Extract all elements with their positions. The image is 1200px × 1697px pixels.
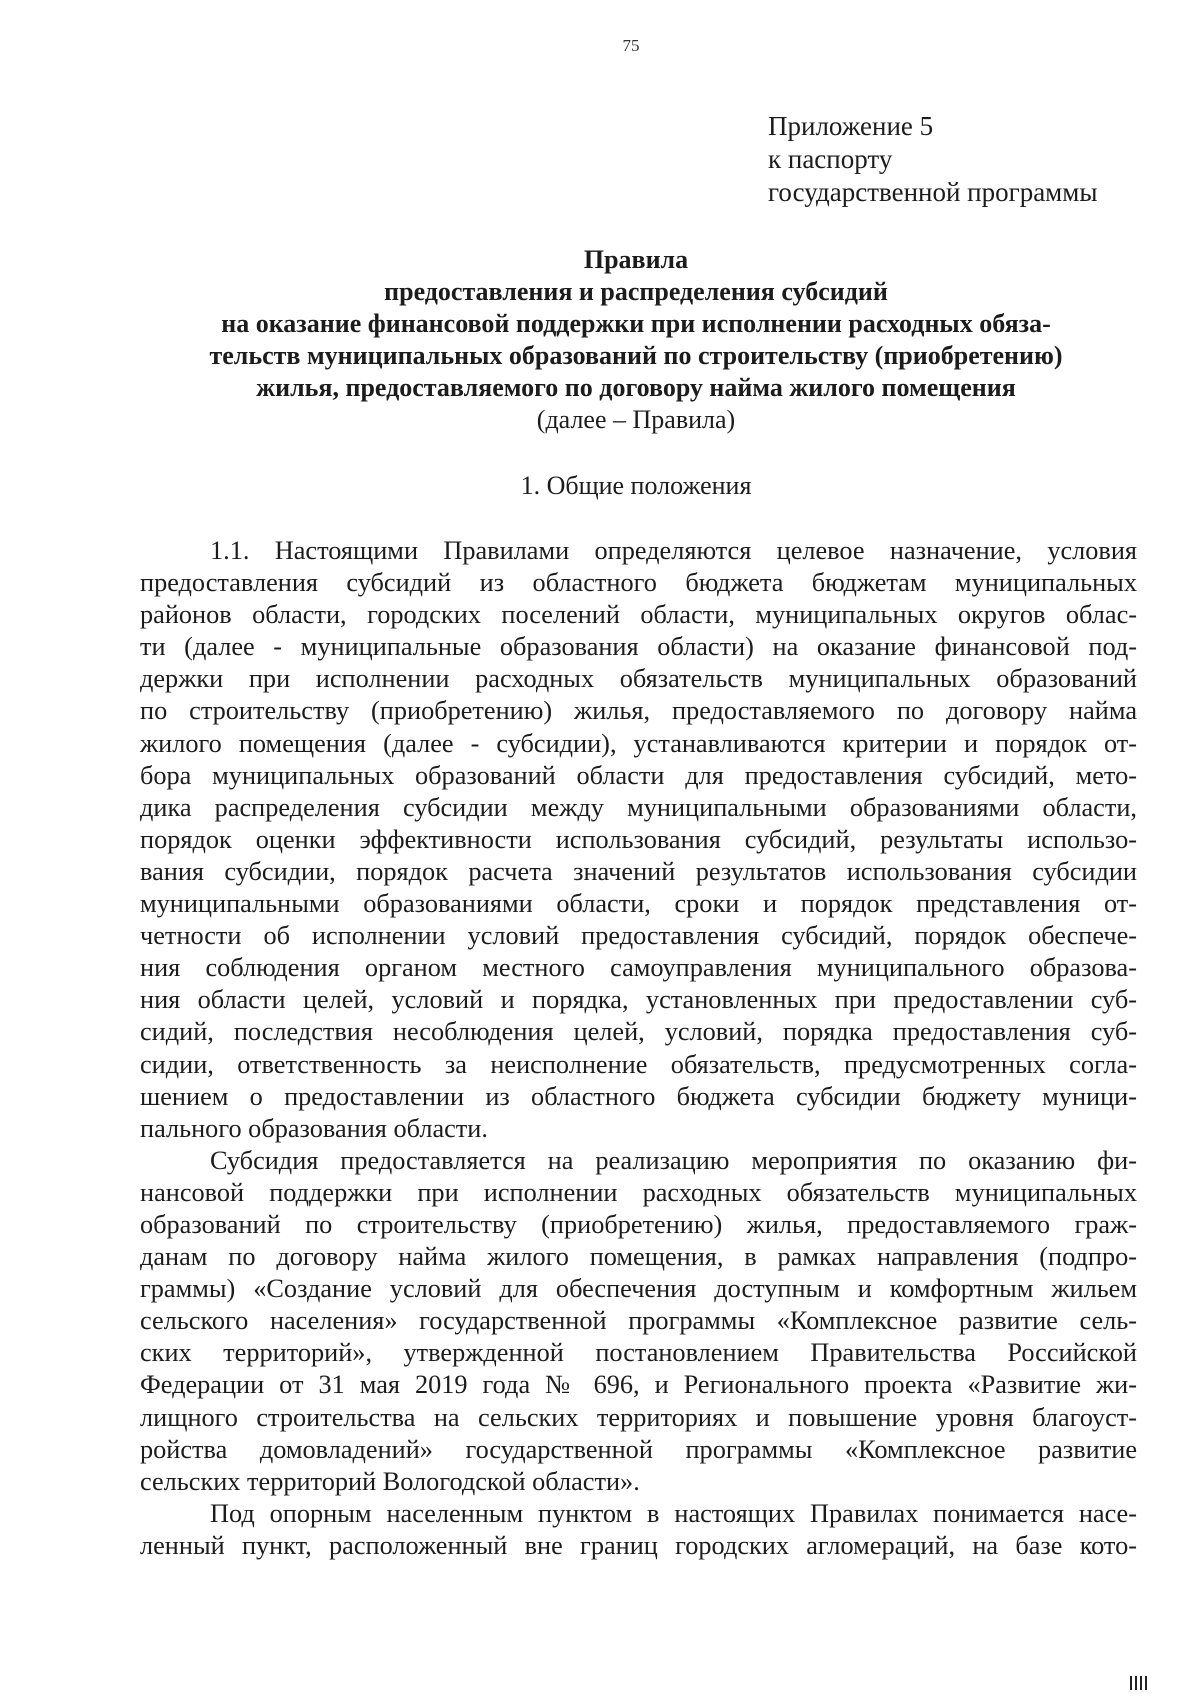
text-line: держки при исполнении расходных обязательств муниципальных образований [140, 664, 1137, 694]
text-line: сидии, ответственность за неисполнение обязательств, предусмотренных согла- [140, 1049, 1137, 1079]
text-line: ния области целей, условий и порядка, установленных при предоставлении суб- [140, 985, 1137, 1015]
document-title [140, 244, 1132, 436]
paragraph [140, 1145, 1137, 1498]
text-line: четности об исполнении условий предоставления субсидий, порядок обеспече- [140, 921, 1137, 951]
appendix-line: Приложение 5 [768, 111, 934, 141]
text-line: образований по строительству (приобретению) жилья, предоставляемого граж- [140, 1209, 1137, 1239]
scan-edge-marks [1130, 1676, 1150, 1695]
text-line: муниципальными образованиями области, сроки и порядок представления от- [140, 889, 1137, 919]
text-line: ти (далее - муниципальные образования области) на оказание финансовой под- [140, 632, 1137, 662]
text-line: данам по договору найма жилого помещения, в рамках направления (подпро- [140, 1242, 1137, 1272]
page-number: 75 [622, 36, 640, 55]
appendix-line: государственной программы [768, 177, 1098, 207]
text-line: ния соблюдения органом местного самоуправления муниципального образова- [140, 953, 1137, 983]
text-line: шением о предоставлении из областного бюджета субсидии бюджету муници- [140, 1081, 1137, 1111]
text-line: Под опорным населенным пунктом в настоящих Правилах понимается насе- [210, 1498, 1137, 1528]
title-line: предоставления и распределения субсидий [384, 277, 888, 306]
title-line: жилья, предоставляемого по договору найма жилого помещения [256, 373, 1016, 402]
scan-mark [1135, 1676, 1137, 1690]
title-subtitle: (далее – Правила) [536, 405, 736, 434]
text-line: ских территорий», утвержденной постановлением Правительства Российской [140, 1338, 1137, 1368]
text-line: сельских территорий Вологодской области». [140, 1466, 640, 1496]
text-line: порядок оценки эффективности использования субсидий, результаты использо- [140, 824, 1137, 854]
title-line: Правила [583, 245, 689, 274]
text-line: нансовой поддержки при исполнении расходных обязательств муниципальных [140, 1177, 1137, 1207]
title-line: на оказание финансовой поддержки при исполнении расходных обяза- [221, 309, 1051, 338]
scan-mark [1145, 1676, 1147, 1690]
text-line: жилого помещения (далее - субсидии), устанавливаются критерии и порядок от- [140, 728, 1137, 758]
text-line: районов области, городских поселений области, муниципальных округов облас- [140, 600, 1137, 630]
paragraph [140, 1498, 1137, 1562]
appendix-line: к паспорту [768, 144, 893, 174]
scan-mark [1140, 1676, 1142, 1690]
title-line: тельств муниципальных образований по строительству (приобретению) [209, 341, 1063, 370]
text-line: по строительству (приобретению) жилья, предоставляемого по договору найма [140, 696, 1137, 726]
text-line: граммы) «Создание условий для обеспечения доступным и комфортным жильем [140, 1274, 1137, 1304]
text-line: предоставления субсидий из областного бюджета бюджетам муниципальных [140, 568, 1137, 598]
text-line: 1.1. Настоящими Правилами определяются целевое назначение, условия [210, 536, 1137, 565]
section-heading: 1. Общие положения [520, 471, 752, 500]
text-line: дика распределения субсидии между муниципальными образованиями области, [140, 792, 1137, 822]
text-line: сельского населения» государственной программы «Комплексное развитие сель- [140, 1306, 1137, 1336]
text-line: вания субсидии, порядок расчета значений результатов использования субсидии [140, 856, 1137, 886]
text-line: Федерации от 31 мая 2019 года № 696, и Регионального проекта «Развитие жи- [140, 1370, 1137, 1400]
scan-mark [1130, 1676, 1132, 1690]
text-line: бора муниципальных образований области для предоставления субсидий, мето- [140, 760, 1137, 790]
paragraph [140, 535, 1137, 1145]
text-line: пального образования области. [140, 1113, 488, 1143]
appendix-reference [768, 110, 1098, 209]
text-line: лищного строительства на сельских территориях и повышение уровня благоуст- [140, 1402, 1137, 1432]
text-line: сидий, последствия несоблюдения целей, условий, порядка предоставления суб- [140, 1017, 1137, 1047]
body-text [140, 535, 1137, 1562]
text-line: ленный пункт, расположенный вне границ городских агломераций, на базе кото- [140, 1530, 1137, 1560]
text-line: ройства домовладений» государственной программы «Комплексное развитие [140, 1434, 1137, 1464]
text-line: Субсидия предоставляется на реализацию мероприятия по оказанию фи- [210, 1145, 1137, 1175]
